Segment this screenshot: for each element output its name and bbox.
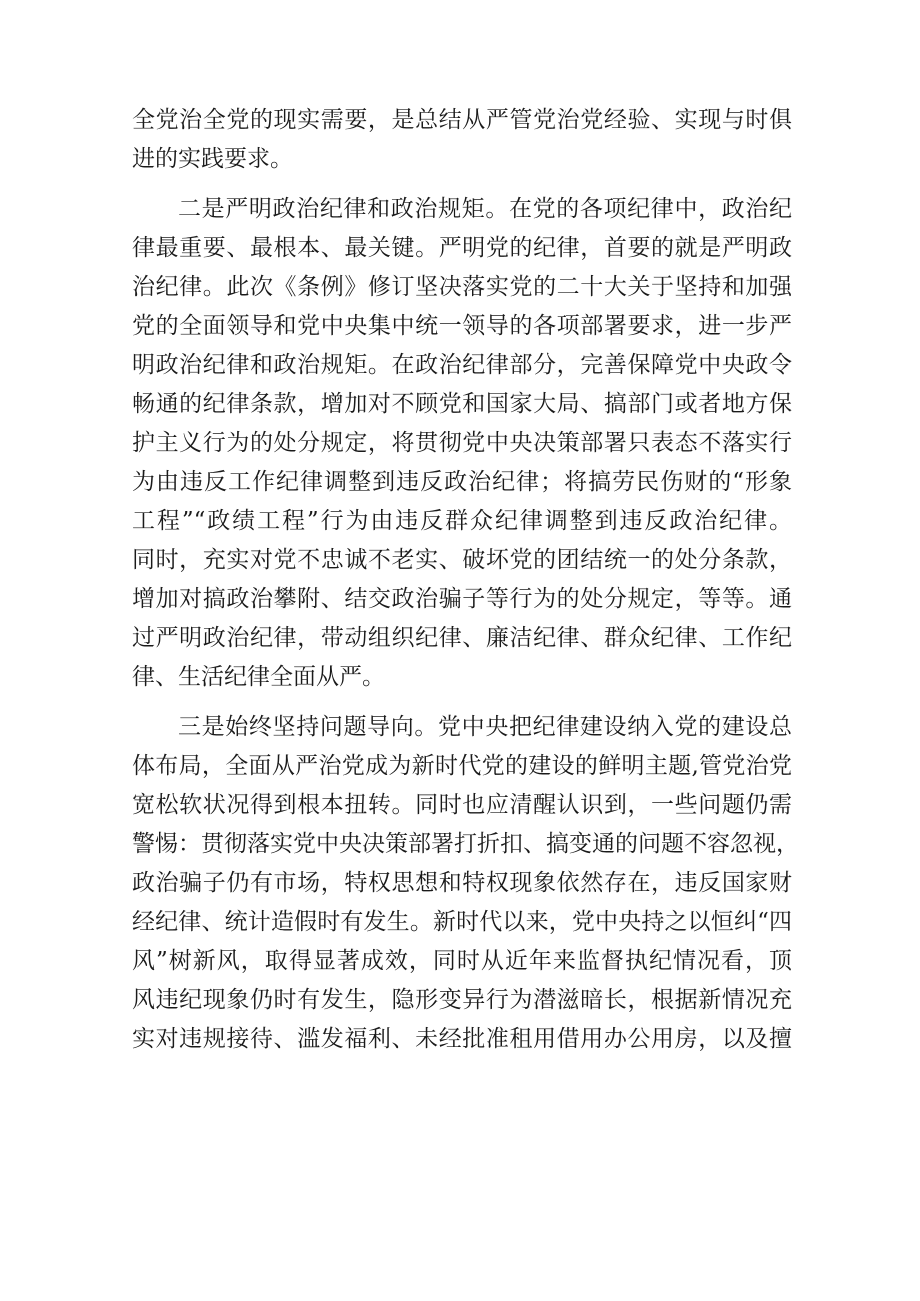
paragraph-3 — [132, 708, 799, 1059]
text-line: 实对违规接待、滥发福利、未经批准租用借用办公用房，以及擅 — [132, 1026, 792, 1052]
paragraph-spacer — [132, 179, 792, 190]
paragraph-2 — [132, 190, 792, 697]
paragraph-1 — [132, 101, 792, 179]
text-line: 明政治纪律和政治规矩。在政治纪律部分，完善保障党中央政令 — [132, 352, 792, 378]
text-line: 全党治全党的现实需要，是总结从严管党治党经验、实现与时俱 — [132, 107, 792, 133]
text-line: 风违纪现象仍时有发生，隐形变异行为潜滋暗长，根据新情况充 — [132, 987, 792, 1013]
text-line: 护主义行为的处分规定，将贯彻党中央决策部署只表态不落实行 — [132, 430, 792, 456]
text-line: 三是始终坚持问题导向。党中央把纪律建设纳入党的建设总 — [178, 714, 792, 740]
text-line: 过严明政治纪律，带动组织纪律、廉洁纪律、群众纪律、工作纪 — [132, 625, 792, 651]
text-line: 经纪律、统计造假时有发生。新时代以来，党中央持之以恒纠“四 — [132, 909, 792, 935]
text-line: 为由违反工作纪律调整到违反政治纪律；将搞劳民伤财的“形象 — [132, 469, 792, 495]
text-line: 警惕：贯彻落实党中央决策部署打折扣、搞变通的问题不容忽视， — [132, 831, 799, 857]
text-line: 律、生活纪律全面从严。 — [132, 664, 385, 690]
text-line: 律最重要、最根本、最关键。严明党的纪律，首要的就是严明政 — [132, 235, 792, 261]
paragraph-spacer — [132, 697, 792, 708]
text-line: 二是严明政治纪律和政治规矩。在党的各项纪律中，政治纪 — [178, 196, 792, 222]
document-body — [132, 101, 799, 1059]
text-line: 政治骗子仍有市场，特权思想和特权现象依然存在，违反国家财 — [132, 870, 792, 896]
text-line: 增加对搞政治攀附、结交政治骗子等行为的处分规定，等等。通 — [132, 586, 792, 612]
text-line: 体布局，全面从严治党成为新时代党的建设的鲜明主题,管党治党 — [132, 753, 792, 779]
text-line: 党的全面领导和党中央集中统一领导的各项部署要求，进一步严 — [132, 313, 792, 339]
text-line: 治纪律。此次《条例》修订坚决落实党的二十大关于坚持和加强 — [132, 274, 792, 300]
text-line: 风”树新风，取得显著成效，同时从近年来监督执纪情况看，顶 — [132, 948, 792, 974]
text-line: 进的实践要求。 — [132, 146, 293, 172]
text-line: 宽松软状况得到根本扭转。同时也应清醒认识到，一些问题仍需 — [132, 792, 792, 818]
text-line: 工程”“政绩工程”行为由违反群众纪律调整到违反政治纪律。 — [132, 508, 792, 534]
text-line: 畅通的纪律条款，增加对不顾党和国家大局、搞部门或者地方保 — [132, 391, 792, 417]
text-line: 同时，充实对党不忠诚不老实、破坏党的团结统一的处分条款， — [132, 547, 792, 573]
